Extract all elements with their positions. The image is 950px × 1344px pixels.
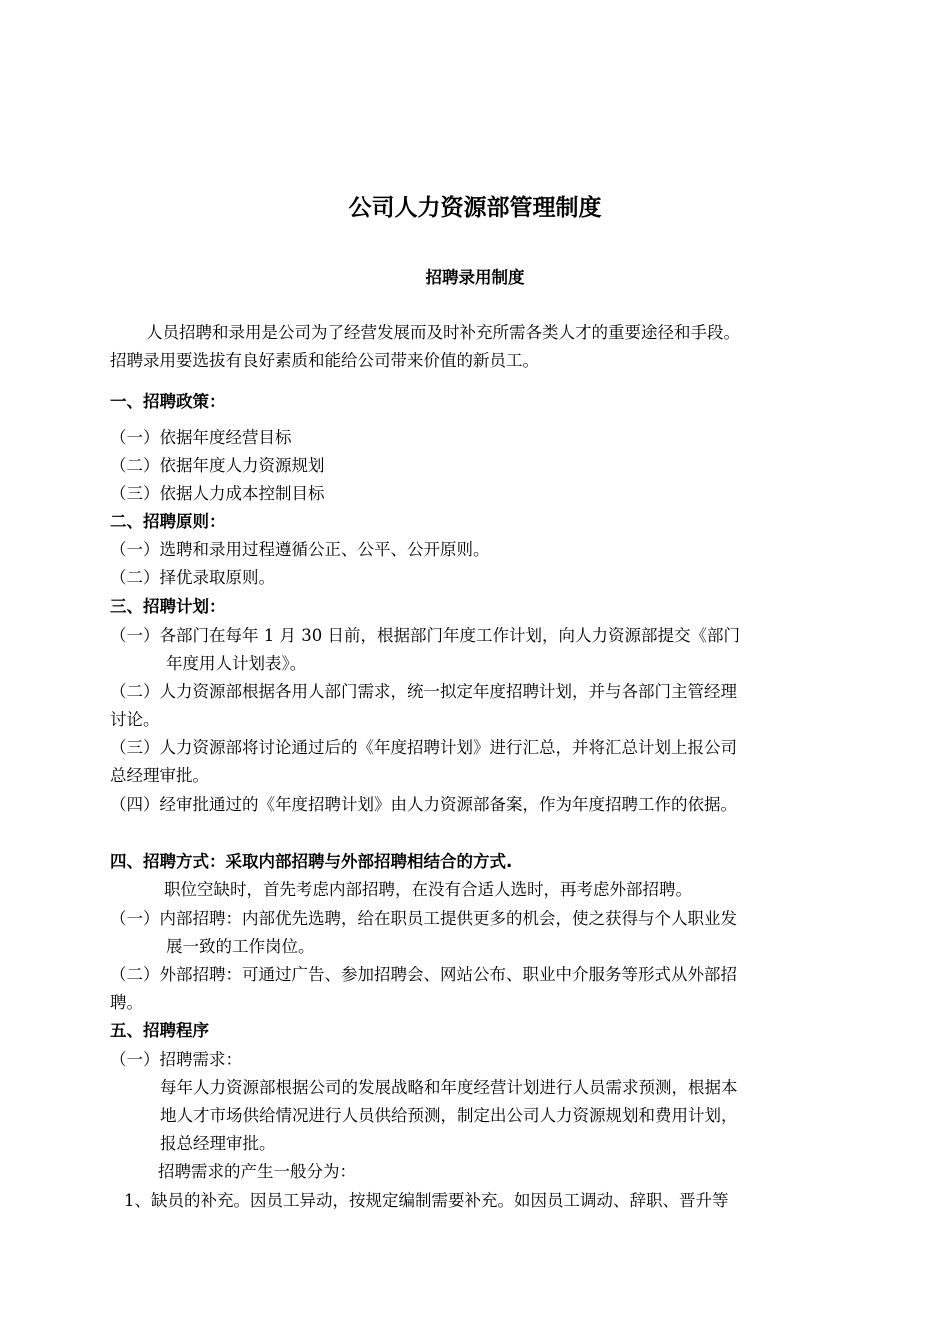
- section-1-item-1: （一）依据年度经营目标: [110, 428, 292, 447]
- section-1-item-3: （三）依据人力成本控制目标: [110, 484, 325, 503]
- document-subtitle: 招聘录用制度: [425, 268, 525, 287]
- section-3-line-2: 年度用人计划表》。: [166, 654, 307, 673]
- section-4-heading: 四、招聘方式：采取内部招聘与外部招聘相结合的方式.: [110, 852, 513, 871]
- intro-line-2: 招聘录用要选拔有良好素质和能给公司带来价值的新员工。: [110, 351, 539, 370]
- section-3-line-3: （二）人力资源部根据各用人部门需求，统一拟定年度招聘计划，并与各部门主管经理: [110, 682, 737, 701]
- section-4-line-2: （一）内部招聘：内部优先选聘，给在职员工提供更多的机会，使之获得与个人职业发: [110, 909, 737, 928]
- section-3-line-1: （一）各部门在每年 1 月 30 日前，根据部门年度工作计划，向人力资源部提交《部门: [110, 626, 740, 645]
- section-1-heading: 一、招聘政策：: [110, 392, 226, 411]
- document-title: 公司人力资源部管理制度: [348, 195, 602, 221]
- section-4-line-4: （二）外部招聘：可通过广告、参加招聘会、网站公布、职业中介服务等形式从外部招: [110, 965, 737, 984]
- section-2-item-2: （二）择优录取原则。: [110, 568, 275, 587]
- section-5-line-2: 每年人力资源部根据公司的发展战略和年度经营计划进行人员需求预测，根据本: [160, 1078, 738, 1097]
- section-5-line-3: 地人才市场供给情况进行人员供给预测，制定出公司人力资源规划和费用计划，: [160, 1106, 738, 1125]
- section-2-item-1: （一）选聘和录用过程遵循公正、公平、公开原则。: [110, 540, 490, 559]
- section-3-line-6: 总经理审批。: [110, 766, 209, 785]
- intro-line-1: 人员招聘和录用是公司为了经营发展而及时补充所需各类人才的重要途径和手段。: [146, 323, 740, 342]
- section-3-heading: 三、招聘计划：: [110, 597, 226, 616]
- section-5-line-1: （一）招聘需求：: [110, 1050, 242, 1069]
- section-5-heading: 五、招聘程序: [110, 1021, 209, 1040]
- section-4-line-5: 聘。: [110, 993, 143, 1012]
- section-5-line-4: 报总经理审批。: [160, 1134, 276, 1153]
- section-3-line-5: （三）人力资源部将讨论通过后的《年度招聘计划》进行汇总，并将汇总计划上报公司: [110, 738, 737, 757]
- section-1-item-2: （二）依据年度人力资源规划: [110, 456, 325, 475]
- section-5-line-5: 招聘需求的产生一般分为：: [158, 1162, 356, 1181]
- section-5-line-6: 1、缺员的补充。因员工异动，按规定编制需要补充。如因员工调动、辞职、晋升等: [124, 1191, 729, 1210]
- section-3-line-7: （四）经审批通过的《年度招聘计划》由人力资源部备案，作为年度招聘工作的依据。: [110, 795, 737, 814]
- section-2-heading: 二、招聘原则：: [110, 512, 226, 531]
- section-3-line-4: 讨论。: [110, 710, 160, 729]
- section-4-line-1: 职位空缺时，首先考虑内部招聘，在没有合适人选时，再考虑外部招聘。: [164, 880, 692, 899]
- section-4-line-3: 展一致的工作岗位。: [166, 937, 315, 956]
